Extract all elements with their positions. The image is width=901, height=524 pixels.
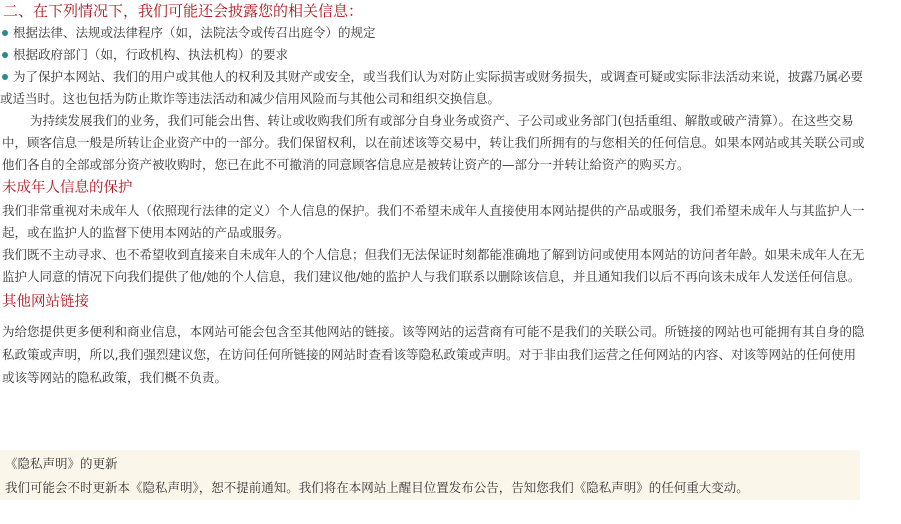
bullet-text: 为了保护本网站、我们的用户或其他人的权利及其财产或安全，或当我们认为对防止实际损害或财务损失，或调查可疑或实际非法活动来说，披露乃属必要或适当时。这也包括为防止欺诈等违法活动和减少信用风险而与其他公司和组织交换信息。 [0, 69, 864, 106]
bullet-text: 根据政府部门（如，行政机构、执法机构）的要求 [13, 47, 289, 62]
disclosure-bullet-legal [0, 22, 867, 44]
business-transfer-paragraph: 为持续发展我们的业务，我们可能会出售、转让或收购我们所有或部分自身业务或资产、子公司或业务部门(包括重组、解散或破产清算）。在这些交易中，顾客信息一般是所转让企业资产中的一部分。我们保留权利，以在前述该等交易中，转让我们所拥有的与您相关的任何信息。如果本网站或其关联公司或他们各自的全部或部分资产被收购时，您已在此不可撤消的同意顾客信息应是被转让资产的—部分一并转让給资产的购买方。 [2, 113, 865, 172]
update-section [0, 450, 860, 500]
minors-paragraph-1: 我们非常重视对未成年人（依照现行法律的定义）个人信息的保护。我们不希望未成年人直接使用本网站提供的产品或服务，我们希望未成年人与其监护人一起，或在监护人的监督下使用本网站的产品或服务。 [2, 203, 865, 240]
minors-heading: 未成年人信息的保护 [2, 180, 133, 196]
links-paragraph: 为给您提供更多便利和商业信息，本网站可能会包含至其他网站的链接。该等网站的运营商有可能不是我们的关联公司。所链接的网站也可能拥有其自身的隐私政策或声明，所以,我们强烈建议您，在访问任何所链接的网站时查看该等隐私政策或声明。对于非由我们运营之任何网站的内容、对该等网站的任何使用或该等网站的隐私政策，我们概不负责。 [2, 324, 865, 385]
disclosure-bullet-government [0, 44, 867, 66]
update-paragraph: 我们可能会不时更新本《隐私声明》，恕不提前通知。我们将在本网站上醒目位置发布公告，告知您我们《隐私声明》的任何重大变动。 [5, 480, 749, 495]
links-heading: 其他网站链接 [2, 294, 89, 310]
bullet-text: 根据法律、法规或法律程序（如，法院法令或传召出庭令）的规定 [13, 25, 376, 40]
update-heading: 《隐私声明》的更新 [5, 456, 118, 471]
bullet-dot-icon [2, 52, 8, 58]
bullet-dot-icon [2, 74, 8, 80]
disclosure-heading: 二、在下列情况下，我们可能还会披露您的相关信息： [3, 2, 364, 20]
disclosure-bullet-protection [0, 66, 867, 110]
minors-paragraph-2: 我们既不主动寻求、也不希望收到直接来自未成年人的个人信息；但我们无法保证时刻都能准确地了解到访问或使用本网站的访问者年龄。如果未成年人在无监护人同意的情况下向我们提供了他/她的个人信息，我们建议他/她的监护人与我们联系以删除该信息，并且通知我们以后不再向该未成年人发送任何信息。 [2, 247, 865, 284]
bullet-dot-icon [2, 30, 8, 36]
